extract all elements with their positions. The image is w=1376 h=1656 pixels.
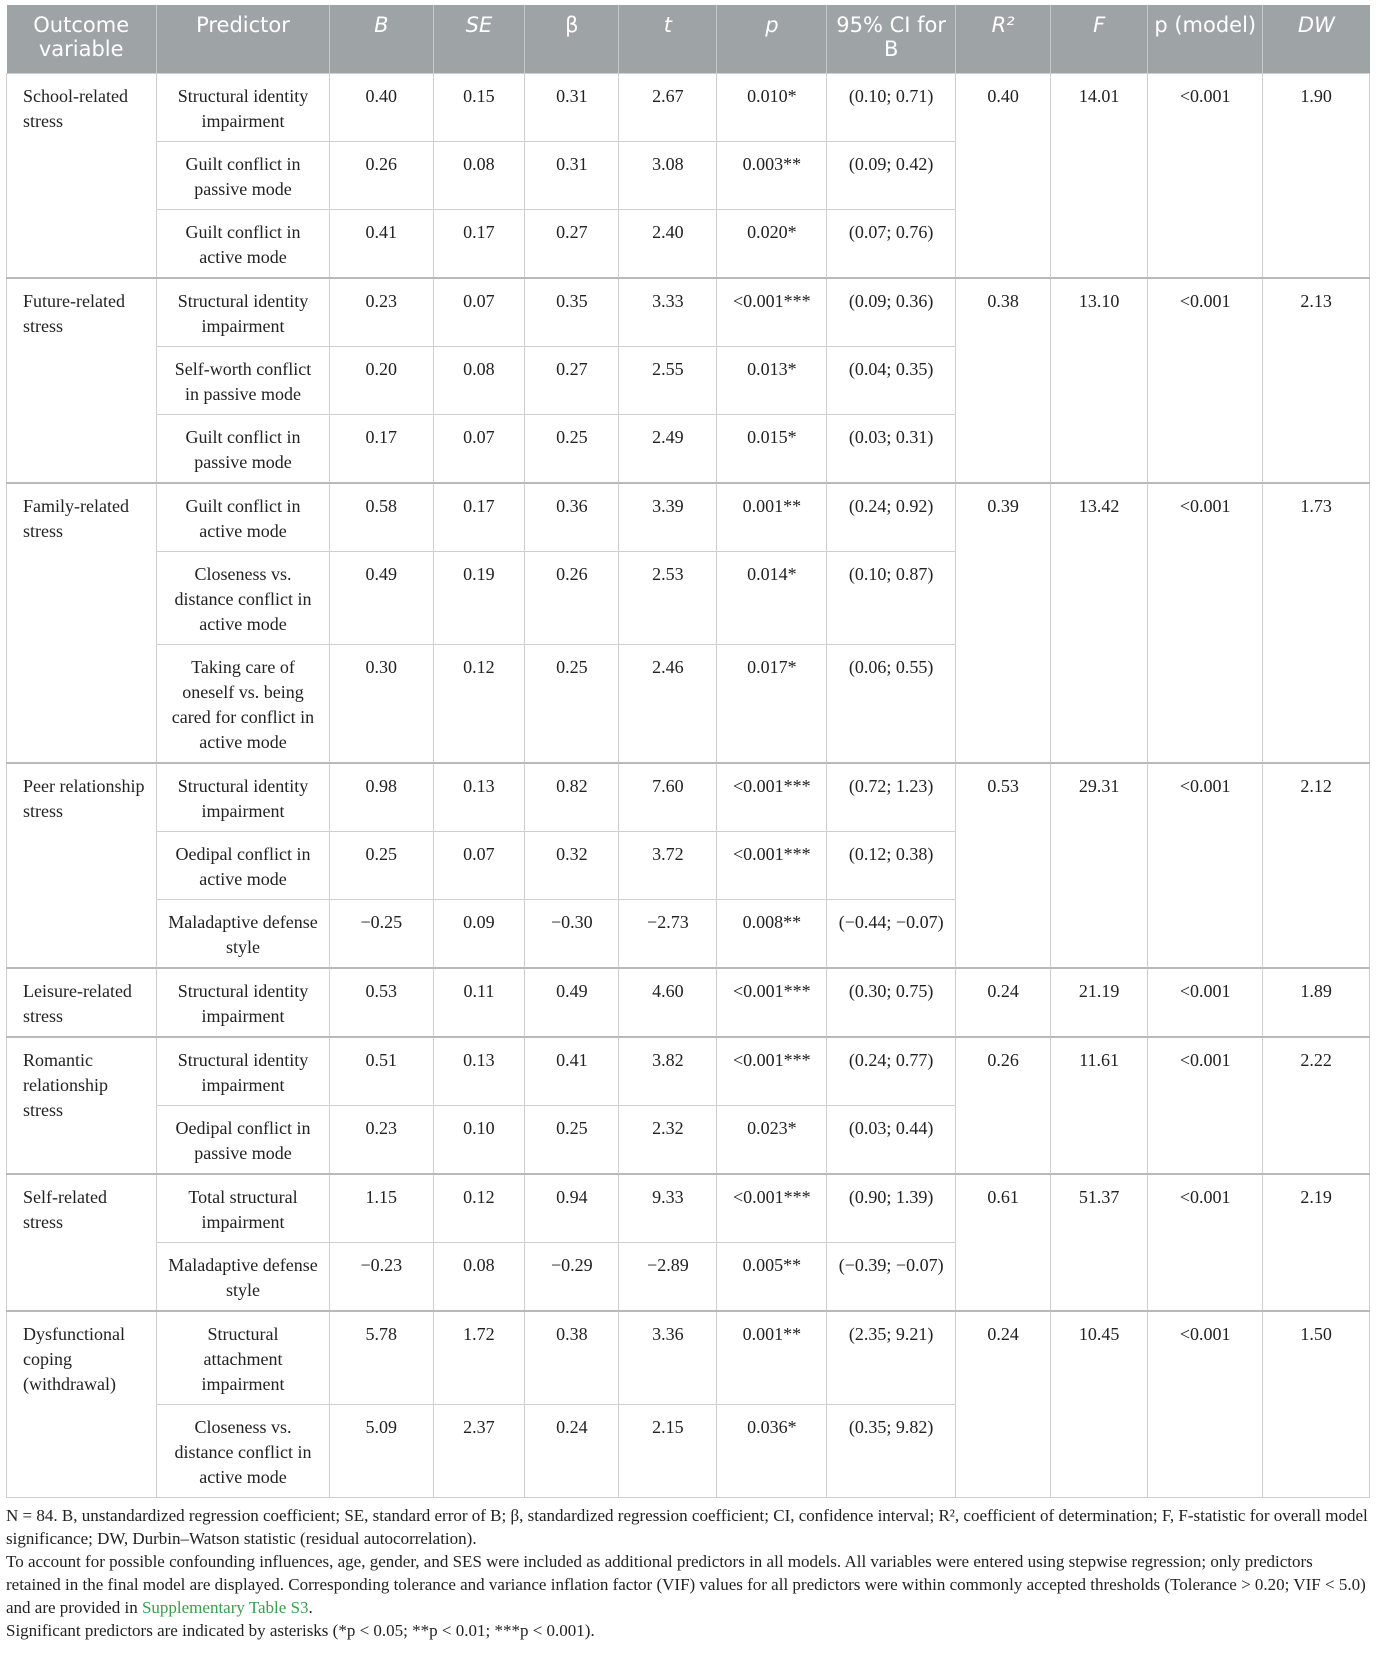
- predictor-cell: Self-worth conflict in passive mode: [156, 347, 329, 415]
- beta-cell: −0.30: [525, 900, 619, 969]
- table-row: [7, 1311, 1370, 1405]
- se-cell: 0.19: [433, 552, 525, 645]
- beta-cell: 0.38: [525, 1311, 619, 1405]
- p-cell: 0.017*: [717, 645, 827, 764]
- table-row: [7, 74, 1370, 142]
- beta-cell: 0.32: [525, 832, 619, 900]
- r2-cell: 0.24: [956, 968, 1051, 1037]
- t-cell: 2.53: [619, 552, 717, 645]
- beta-cell: −0.29: [525, 1243, 619, 1312]
- beta-cell: 0.35: [525, 278, 619, 347]
- b-cell: 0.20: [330, 347, 433, 415]
- t-cell: 2.40: [619, 210, 717, 279]
- p-cell: <0.001***: [717, 763, 827, 832]
- predictor-cell: Structural identity impairment: [156, 968, 329, 1037]
- r2-cell: 0.39: [956, 483, 1051, 763]
- p-cell: <0.001***: [717, 278, 827, 347]
- se-cell: 0.07: [433, 415, 525, 484]
- header-beta: β: [525, 5, 619, 74]
- b-cell: 0.49: [330, 552, 433, 645]
- dw-cell: 2.19: [1263, 1174, 1370, 1311]
- predictor-cell: Maladaptive defense style: [156, 900, 329, 969]
- se-cell: 0.08: [433, 1243, 525, 1312]
- se-cell: 0.15: [433, 74, 525, 142]
- header-r2: R²: [956, 5, 1051, 74]
- header-predictor: Predictor: [156, 5, 329, 74]
- t-cell: 7.60: [619, 763, 717, 832]
- header-outcome: Outcome variable: [7, 5, 157, 74]
- b-cell: 0.51: [330, 1037, 433, 1106]
- p-cell: 0.013*: [717, 347, 827, 415]
- se-cell: 0.08: [433, 347, 525, 415]
- p-cell: <0.001***: [717, 1174, 827, 1243]
- predictor-cell: Closeness vs. distance conflict in active mode: [156, 1405, 329, 1498]
- f-cell: 11.61: [1051, 1037, 1148, 1174]
- t-cell: 3.33: [619, 278, 717, 347]
- t-cell: 2.67: [619, 74, 717, 142]
- header-p: p: [717, 5, 827, 74]
- b-cell: 0.25: [330, 832, 433, 900]
- b-cell: 0.23: [330, 1106, 433, 1175]
- b-cell: 0.41: [330, 210, 433, 279]
- ci-cell: (0.06; 0.55): [827, 645, 956, 764]
- p-cell: 0.005**: [717, 1243, 827, 1312]
- t-cell: 2.49: [619, 415, 717, 484]
- beta-cell: 0.31: [525, 74, 619, 142]
- ci-cell: (2.35; 9.21): [827, 1311, 956, 1405]
- t-cell: 2.15: [619, 1405, 717, 1498]
- se-cell: 0.17: [433, 210, 525, 279]
- ci-cell: (0.90; 1.39): [827, 1174, 956, 1243]
- outcome-cell: Peer relationship stress: [7, 763, 157, 968]
- p-model-cell: <0.001: [1148, 483, 1263, 763]
- p-cell: 0.001**: [717, 1311, 827, 1405]
- p-cell: 0.015*: [717, 415, 827, 484]
- b-cell: 0.17: [330, 415, 433, 484]
- b-cell: 1.15: [330, 1174, 433, 1243]
- outcome-cell: Self-related stress: [7, 1174, 157, 1311]
- ci-cell: (0.72; 1.23): [827, 763, 956, 832]
- ci-cell: (0.12; 0.38): [827, 832, 956, 900]
- beta-cell: 0.27: [525, 210, 619, 279]
- header-f: F: [1051, 5, 1148, 74]
- ci-cell: (0.04; 0.35): [827, 347, 956, 415]
- ci-cell: (0.10; 0.87): [827, 552, 956, 645]
- beta-cell: 0.25: [525, 1106, 619, 1175]
- header-b: B: [330, 5, 433, 74]
- b-cell: −0.25: [330, 900, 433, 969]
- p-cell: <0.001***: [717, 1037, 827, 1106]
- predictor-cell: Structural attachment impairment: [156, 1311, 329, 1405]
- beta-cell: 0.82: [525, 763, 619, 832]
- table-row: [7, 483, 1370, 552]
- predictor-cell: Guilt conflict in active mode: [156, 210, 329, 279]
- t-cell: 3.36: [619, 1311, 717, 1405]
- b-cell: 0.53: [330, 968, 433, 1037]
- r2-cell: 0.53: [956, 763, 1051, 968]
- dw-cell: 2.22: [1263, 1037, 1370, 1174]
- r2-cell: 0.40: [956, 74, 1051, 279]
- table-row: [7, 1037, 1370, 1106]
- se-cell: 0.08: [433, 142, 525, 210]
- predictor-cell: Structural identity impairment: [156, 763, 329, 832]
- t-cell: −2.73: [619, 900, 717, 969]
- outcome-cell: School-related stress: [7, 74, 157, 279]
- t-cell: 2.46: [619, 645, 717, 764]
- t-cell: 3.82: [619, 1037, 717, 1106]
- ci-cell: (−0.39; −0.07): [827, 1243, 956, 1312]
- f-cell: 21.19: [1051, 968, 1148, 1037]
- t-cell: 3.72: [619, 832, 717, 900]
- b-cell: 5.78: [330, 1311, 433, 1405]
- beta-cell: 0.41: [525, 1037, 619, 1106]
- dw-cell: 1.90: [1263, 74, 1370, 279]
- predictor-cell: Oedipal conflict in active mode: [156, 832, 329, 900]
- note-confounding: To account for possible confounding influences, age, gender, and SES were included as additional predictors in all models. All variables were entered using stepwise regression; only predictors retained in the final model are displayed. Corresponding tolerance and variance inflation factor (VIF) values for all predictors were within commonly accepted thresholds (Tolerance > 0.20; VIF < 5.0) and are provided in Supplementary Table S3.: [6, 1552, 1366, 1617]
- table-header-row: [7, 5, 1370, 74]
- p-model-cell: <0.001: [1148, 74, 1263, 279]
- ci-cell: (0.30; 0.75): [827, 968, 956, 1037]
- b-cell: −0.23: [330, 1243, 433, 1312]
- predictor-cell: Guilt conflict in passive mode: [156, 142, 329, 210]
- b-cell: 0.98: [330, 763, 433, 832]
- note-significance: Significant predictors are indicated by asterisks (*p < 0.05; **p < 0.01; ***p < 0.001).: [6, 1621, 595, 1640]
- p-model-cell: <0.001: [1148, 1174, 1263, 1311]
- p-cell: 0.023*: [717, 1106, 827, 1175]
- predictor-cell: Maladaptive defense style: [156, 1243, 329, 1312]
- p-model-cell: <0.001: [1148, 1311, 1263, 1498]
- outcome-cell: Dysfunctional coping (withdrawal): [7, 1311, 157, 1498]
- f-cell: 51.37: [1051, 1174, 1148, 1311]
- dw-cell: 1.73: [1263, 483, 1370, 763]
- p-cell: 0.008**: [717, 900, 827, 969]
- se-cell: 0.09: [433, 900, 525, 969]
- p-cell: <0.001***: [717, 832, 827, 900]
- ci-cell: (0.09; 0.36): [827, 278, 956, 347]
- f-cell: 14.01: [1051, 74, 1148, 279]
- predictor-cell: Total structural impairment: [156, 1174, 329, 1243]
- regression-table: [6, 5, 1370, 1498]
- table-row: [7, 278, 1370, 347]
- r2-cell: 0.26: [956, 1037, 1051, 1174]
- p-cell: 0.020*: [717, 210, 827, 279]
- t-cell: −2.89: [619, 1243, 717, 1312]
- ci-cell: (0.10; 0.71): [827, 74, 956, 142]
- header-ci: 95% CI for B: [827, 5, 956, 74]
- se-cell: 0.12: [433, 1174, 525, 1243]
- t-cell: 4.60: [619, 968, 717, 1037]
- ci-cell: (0.24; 0.92): [827, 483, 956, 552]
- outcome-cell: Romantic relationship stress: [7, 1037, 157, 1174]
- ci-cell: (0.03; 0.31): [827, 415, 956, 484]
- r2-cell: 0.61: [956, 1174, 1051, 1311]
- dw-cell: 2.13: [1263, 278, 1370, 483]
- se-cell: 2.37: [433, 1405, 525, 1498]
- table-body: [7, 74, 1370, 1498]
- beta-cell: 0.24: [525, 1405, 619, 1498]
- outcome-cell: Future-related stress: [7, 278, 157, 483]
- predictor-cell: Guilt conflict in passive mode: [156, 415, 329, 484]
- outcome-cell: Leisure-related stress: [7, 968, 157, 1037]
- ci-cell: (−0.44; −0.07): [827, 900, 956, 969]
- t-cell: 2.32: [619, 1106, 717, 1175]
- p-cell: 0.014*: [717, 552, 827, 645]
- ci-cell: (0.24; 0.77): [827, 1037, 956, 1106]
- predictor-cell: Structural identity impairment: [156, 278, 329, 347]
- b-cell: 5.09: [330, 1405, 433, 1498]
- p-model-cell: <0.001: [1148, 763, 1263, 968]
- p-model-cell: <0.001: [1148, 278, 1263, 483]
- beta-cell: 0.27: [525, 347, 619, 415]
- ci-cell: (0.09; 0.42): [827, 142, 956, 210]
- se-cell: 0.13: [433, 763, 525, 832]
- outcome-cell: Family-related stress: [7, 483, 157, 763]
- p-cell: 0.010*: [717, 74, 827, 142]
- se-cell: 1.72: [433, 1311, 525, 1405]
- p-cell: 0.036*: [717, 1405, 827, 1498]
- se-cell: 0.07: [433, 278, 525, 347]
- se-cell: 0.07: [433, 832, 525, 900]
- beta-cell: 0.49: [525, 968, 619, 1037]
- se-cell: 0.17: [433, 483, 525, 552]
- dw-cell: 2.12: [1263, 763, 1370, 968]
- b-cell: 0.23: [330, 278, 433, 347]
- predictor-cell: Guilt conflict in active mode: [156, 483, 329, 552]
- table-row: [7, 763, 1370, 832]
- p-cell: 0.001**: [717, 483, 827, 552]
- t-cell: 2.55: [619, 347, 717, 415]
- ci-cell: (0.07; 0.76): [827, 210, 956, 279]
- predictor-cell: Taking care of oneself vs. being cared for conflict in active mode: [156, 645, 329, 764]
- supplementary-table-link[interactable]: Supplementary Table S3: [141, 1598, 309, 1617]
- t-cell: 3.39: [619, 483, 717, 552]
- f-cell: 13.42: [1051, 483, 1148, 763]
- t-cell: 9.33: [619, 1174, 717, 1243]
- header-p-model: p (model): [1148, 5, 1263, 74]
- header-se: SE: [433, 5, 525, 74]
- r2-cell: 0.24: [956, 1311, 1051, 1498]
- predictor-cell: Closeness vs. distance conflict in active mode: [156, 552, 329, 645]
- se-cell: 0.10: [433, 1106, 525, 1175]
- b-cell: 0.30: [330, 645, 433, 764]
- note-abbreviations: N = 84. B, unstandardized regression coefficient; SE, standard error of B; β, standardized regression coefficient; CI, confidence interval; R², coefficient of determination; F, F-statistic for overall model significance; DW, Durbin–Watson statistic (residual autocorrelation).: [6, 1506, 1368, 1548]
- table-row: [7, 968, 1370, 1037]
- f-cell: 29.31: [1051, 763, 1148, 968]
- header-t: t: [619, 5, 717, 74]
- se-cell: 0.11: [433, 968, 525, 1037]
- b-cell: 0.26: [330, 142, 433, 210]
- se-cell: 0.13: [433, 1037, 525, 1106]
- dw-cell: 1.89: [1263, 968, 1370, 1037]
- f-cell: 10.45: [1051, 1311, 1148, 1498]
- dw-cell: 1.50: [1263, 1311, 1370, 1498]
- ci-cell: (0.03; 0.44): [827, 1106, 956, 1175]
- b-cell: 0.40: [330, 74, 433, 142]
- se-cell: 0.12: [433, 645, 525, 764]
- beta-cell: 0.94: [525, 1174, 619, 1243]
- p-cell: 0.003**: [717, 142, 827, 210]
- f-cell: 13.10: [1051, 278, 1148, 483]
- beta-cell: 0.31: [525, 142, 619, 210]
- predictor-cell: Oedipal conflict in passive mode: [156, 1106, 329, 1175]
- beta-cell: 0.36: [525, 483, 619, 552]
- p-model-cell: <0.001: [1148, 968, 1263, 1037]
- table-row: [7, 1174, 1370, 1243]
- beta-cell: 0.25: [525, 415, 619, 484]
- beta-cell: 0.26: [525, 552, 619, 645]
- b-cell: 0.58: [330, 483, 433, 552]
- beta-cell: 0.25: [525, 645, 619, 764]
- regression-table-container: [6, 5, 1370, 1642]
- t-cell: 3.08: [619, 142, 717, 210]
- predictor-cell: Structural identity impairment: [156, 74, 329, 142]
- r2-cell: 0.38: [956, 278, 1051, 483]
- ci-cell: (0.35; 9.82): [827, 1405, 956, 1498]
- table-notes: [6, 1504, 1370, 1642]
- predictor-cell: Structural identity impairment: [156, 1037, 329, 1106]
- p-model-cell: <0.001: [1148, 1037, 1263, 1174]
- p-cell: <0.001***: [717, 968, 827, 1037]
- header-dw: DW: [1263, 5, 1370, 74]
